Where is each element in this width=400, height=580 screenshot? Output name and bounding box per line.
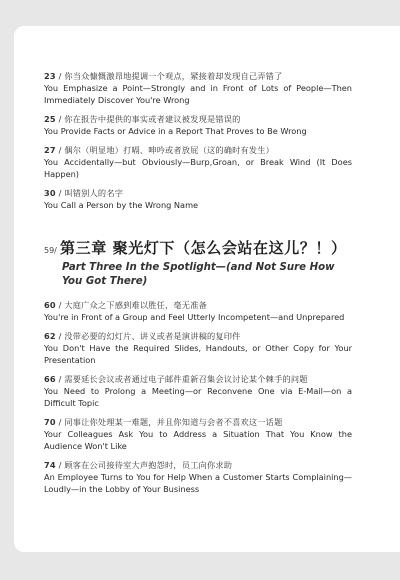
entry-page-number: 62 — [44, 331, 56, 341]
entry-title-en: You Accidentally—but Obviously—Burp,Groan, or Break Wind (It Does Happen) — [44, 157, 352, 179]
toc-entry: 60 / 大庭广众之下感到难以胜任，毫无准备 You're in Front of a Group and Feel Utterly Incompetent—and Unprepared — [44, 299, 352, 323]
chapter-heading — [44, 237, 352, 289]
entry-title-en: An Employee Turns to You for Help When a Customer Starts Complaining—Loudly—in the Lobby of Your Business — [44, 472, 352, 494]
entry-title-en: You Need to Prolong a Meeting—or Reconvene One via E-Mail—on a Difficult Topic — [44, 386, 352, 408]
entry-title-en: You Don't Have the Required Slides, Handouts, or Other Copy for Your Presentation — [44, 343, 352, 365]
toc-entry: 66 / 需要延长会议或者通过电子邮件重新召集会议讨论某个棘手的问题 You Need to Prolong a Meeting—or Reconvene One via E-Mail—on a Difficult Topic — [44, 374, 352, 408]
entry-title-zh: 叫错别人的名字 — [64, 188, 124, 198]
entry-title-en: Your Colleagues Ask You to Address a Situation That You Know the Audience Won't Like — [44, 429, 352, 451]
entry-page-number: 25 — [44, 114, 56, 124]
entry-title-en: You Provide Facts or Advice in a Report That Proves to Be Wrong — [44, 126, 307, 136]
toc-entries-bottom — [44, 299, 352, 495]
entry-title-zh: 没带必要的幻灯片、讲义或者是演讲稿的复印件 — [64, 331, 241, 341]
toc-entry: 70 / 同事让你处理某一难题，并且你知道与会者不喜欢这一话题 Your Colleagues Ask You to Address a Situation That You Know the Audience Won't Like — [44, 417, 352, 451]
chapter-page-number: 59/ — [44, 246, 57, 255]
entry-title-zh: 你在报告中提供的事实或者建议被发现是错误的 — [64, 114, 241, 124]
toc-entry: 25 / 你在报告中提供的事实或者建议被发现是错误的 You Provide Facts or Advice in a Report That Proves to Be Wrong — [44, 113, 352, 137]
toc-entries-top — [44, 70, 352, 211]
entry-page-number: 60 — [44, 300, 56, 310]
entry-page-number: 70 — [44, 417, 56, 427]
toc-entry: 23 / 你当众慷慨激昂地提调一个观点，紧接着却发现自己弄错了 You Emphasize a Point—Strongly and in Front of Lots of People—Then Immediately Discover You're Wrong — [44, 71, 352, 105]
entry-title-en: You're in Front of a Group and Feel Utterly Incompetent—and Unprepared — [44, 312, 345, 322]
toc-entry: 30 / 叫错别人的名字 You Call a Person by the Wrong Name — [44, 187, 352, 211]
book-page — [14, 26, 400, 552]
entry-page-number: 66 — [44, 374, 56, 384]
entry-page-number: 27 — [44, 145, 56, 155]
chapter-title-zh: 第三章 聚光灯下（怎么会站在这儿？！） — [60, 239, 347, 257]
entry-title-zh: 你当众慷慨激昂地提调一个观点，紧接着却发现自己弄错了 — [64, 71, 283, 81]
table-of-contents — [44, 70, 352, 502]
toc-entry: 74 / 顾客在公司接待室大声抱怨时，员工向你求助 An Employee Turns to You for Help When a Customer Starts Complaining—Loudly—in the Lobby of Your Business — [44, 460, 352, 494]
toc-entry: 62 / 没带必要的幻灯片、讲义或者是演讲稿的复印件 You Don't Have the Required Slides, Handouts, or Other Copy for Your Presentation — [44, 331, 352, 365]
entry-page-number: 30 — [44, 188, 56, 198]
entry-title-en: You Call a Person by the Wrong Name — [44, 200, 199, 210]
entry-title-zh: 偶尔（明显地）打嗝、呻吟或者放屁（这的确时有发生） — [64, 145, 275, 155]
entry-title-zh: 同事让你处理某一难题，并且你知道与会者不喜欢这一话题 — [64, 417, 283, 427]
entry-title-zh: 需要延长会议或者通过电子邮件重新召集会议讨论某个棘手的问题 — [64, 374, 308, 384]
chapter-title-en: Part Three In the Spotlight—(and Not Sure How You Got There) — [62, 262, 335, 287]
toc-entry: 27 / 偶尔（明显地）打嗝、呻吟或者放屁（这的确时有发生） You Accidentally—but Obviously—Burp,Groan, or Break Wind (It Does Happen) — [44, 145, 352, 179]
entry-page-number: 74 — [44, 460, 56, 470]
entry-title-en: You Emphasize a Point—Strongly and in Front of Lots of People—Then Immediately Discover You're Wrong — [44, 83, 352, 105]
entry-title-zh: 顾客在公司接待室大声抱怨时，员工向你求助 — [64, 460, 233, 470]
entry-title-zh: 大庭广众之下感到难以胜任，毫无准备 — [64, 300, 207, 310]
entry-page-number: 23 — [44, 71, 56, 81]
